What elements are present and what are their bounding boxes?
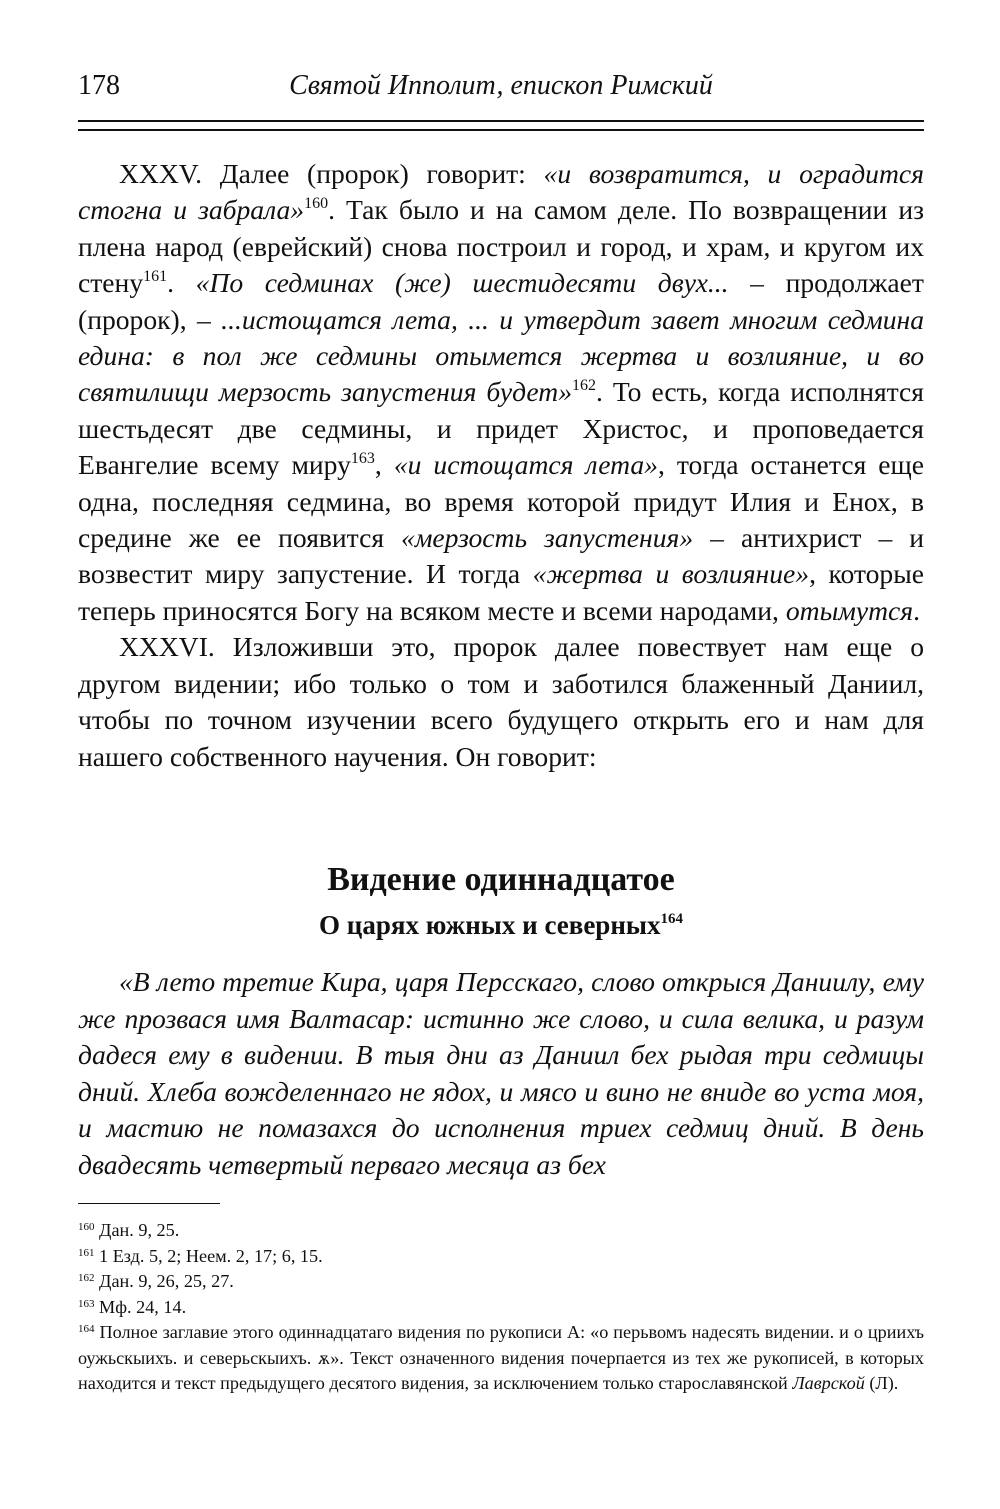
page-header: [78, 62, 924, 106]
footnote-ref-161[interactable]: 161: [143, 268, 168, 286]
footnote-160: $^{160}$ Дан. 9, 25.: [78, 1220, 180, 1240]
paragraph-xxxvi: XXXVI. Изложивши это, пророк далее повествует нам еще о другом видении; ибо только о том и заботился блаженный Даниил, чтобы по точном изучении всего будущего открыть его и нам для нашего собственного научения. Он говорит:: [78, 631, 924, 772]
footnote-164: $^{164}$ Полное заглавие этого одиннадцатаго видения по рукописи А: «о перьвомъ надесять видении. и о цриихъ оужьскыихъ. и северьскыихъ. ѫ». Текст означенного видения почерпается из тех же рукописей, в которых находится и текст предыдущего десятого видения, за исключением только старославянской Лаврской (Л).: [78, 1322, 925, 1393]
footnote-161: $^{161}$ 1 Езд. 5, 2; Неем. 2, 17; 6, 15.: [78, 1245, 323, 1266]
page-number: 178: [78, 70, 120, 101]
section-title: Видение одиннадцатое: [327, 861, 675, 898]
running-title: Святой Ипполит, епископ Римский: [289, 70, 713, 101]
header-rule-bottom: [78, 129, 924, 131]
main-text: [78, 156, 924, 775]
footnote-rule: [78, 1203, 220, 1204]
footnote-ref-162[interactable]: 162: [572, 377, 596, 395]
scripture-quote: «В лето третие Кира, царя Персскаго, слово открыся Даниилу, ему же прозвася имя Валтасар: истинно же слово, и сила велика, и разум дадеся ему в видении. В тыя дни аз Даниил бех рыдая три седмицы дний. Хлеба вожделеннаго не ядох, и мясо и вино не вниде во уста моя, и мастию не помазахся до исполнения триех седмиц дний. В день двадесять четвертый перваго месяца аз бех: [78, 966, 924, 1180]
footnote-163: $^{163}$ Мф. 24, 14.: [78, 1296, 187, 1317]
footnote-ref-160[interactable]: 160: [304, 195, 329, 213]
header-rule-top: [78, 120, 924, 122]
section-subtitle: О царях южных и северных$^{164}$: [319, 910, 683, 940]
footnote-ref-163[interactable]: 163: [350, 450, 375, 468]
paragraph-xxxv: XXXV. Далее (пророк) говорит: «и возвратится, и оградится стогна и забрала»$^{160}$. Так было и на самом деле. По возвращении из плена народ (еврейский) снова построил и город, и храм, и кругом их стену$^{161}$. «По седминах (же) шестидесяти двух... – продолжает (пророк), – ...истощатся лета, ... и утвердит завет многим седмина едина: в пол же седмины отымется жертва и возлияние, и во святилищи мерзость запустения будет»$^{162}$. То есть, когда исполнятся шестьдесят две седмины, и придет Христос, и проповедается Евангелие всему миру$^{163}$, «и истощатся лета», тогда останется еще одна, последняя седмина, во время которой придут Илия и Енох, в средине же ее появится «мерзость запустения» – антихрист – и возвестит миру запустение. И тогда «жертва и возлияние», которые теперь приносятся Богу на всяком месте и всеми народами, отымутся.: [78, 158, 924, 626]
footnotes: [78, 1218, 924, 1397]
footnote-162: $^{162}$ Дан. 9, 26, 25, 27.: [78, 1271, 234, 1291]
footnote-ref-164[interactable]: 164: [660, 911, 683, 927]
